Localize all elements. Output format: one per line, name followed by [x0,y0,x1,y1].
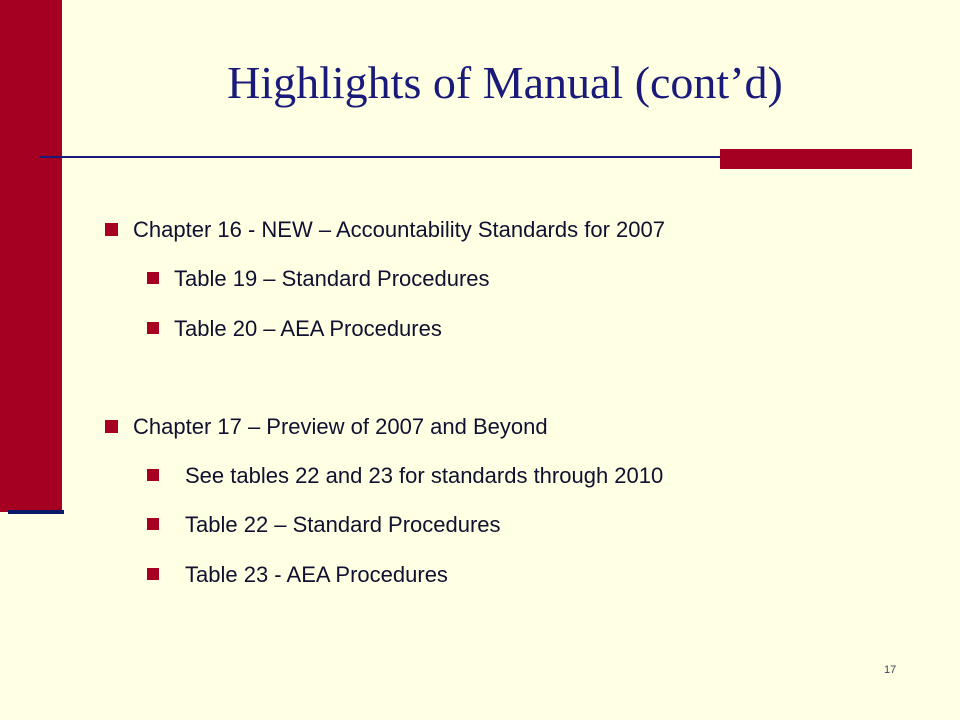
bullet-text: Table 22 – Standard Procedures [185,512,501,537]
bullet-text: Chapter 17 – Preview of 2007 and Beyond [133,414,548,439]
bullet-text: Chapter 16 - NEW – Accountability Standards for 2007 [133,217,665,242]
bullet-item [185,465,663,487]
square-bullet-icon [105,420,118,433]
bullet-item [185,564,448,586]
bullet-text: Table 23 - AEA Procedures [185,562,448,587]
square-bullet-icon [147,518,159,530]
bullet-text: Table 19 – Standard Procedures [174,266,490,291]
bullet-item [185,514,501,536]
bullet-item [174,318,442,340]
slide-title: Highlights of Manual (cont’d) [227,57,783,108]
square-bullet-icon [147,469,159,481]
square-bullet-icon [147,322,159,334]
page-number: 17 [884,664,897,676]
square-bullet-icon [147,272,159,284]
bullet-item [174,268,490,290]
bullet-text: See tables 22 and 23 for standards through 2010 [185,463,664,488]
bullet-item [133,416,548,438]
bullet-text: Table 20 – AEA Procedures [174,316,442,341]
square-bullet-icon [105,223,118,236]
bullet-item [133,219,665,241]
square-bullet-icon [147,568,159,580]
